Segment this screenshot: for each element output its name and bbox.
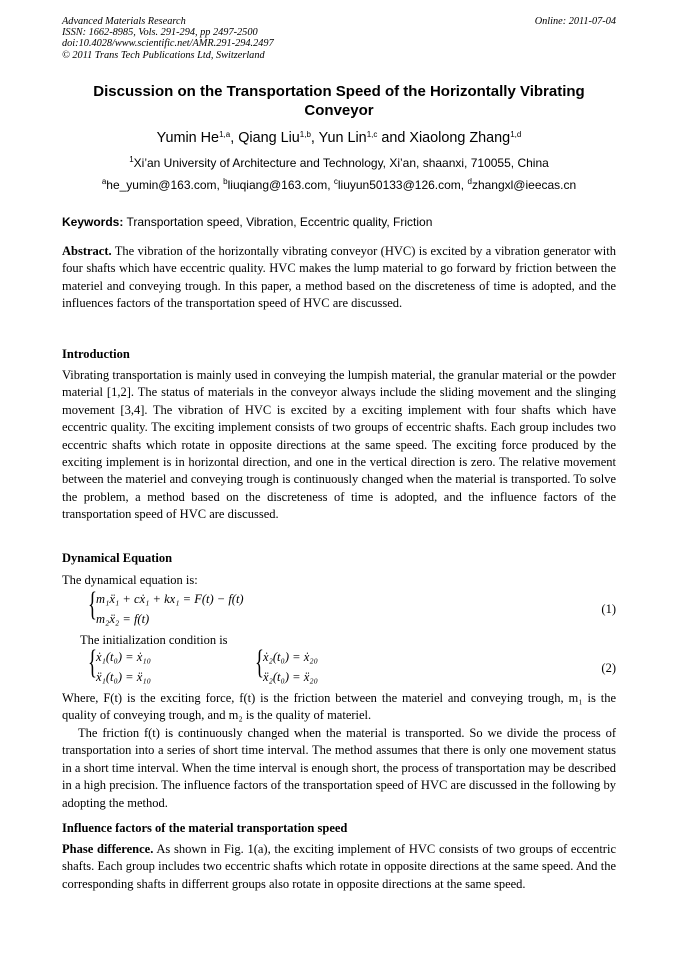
equation-1-line-1: m₁ẍ₁ + cẋ₁ + kx₁ = F(t) − f(t) <box>96 592 244 606</box>
keywords-label: Keywords: <box>62 215 124 229</box>
affiliation-text: Xi’an University of Architecture and Technology, Xi’an, shaanxi, 710055, China <box>133 156 549 170</box>
email-superscript: a <box>101 177 107 186</box>
journal-header <box>62 16 274 61</box>
author-superscript: 1,b <box>299 130 311 139</box>
equation-brace: { <box>255 644 264 681</box>
introduction-paragraph: Vibrating transportation is mainly used in conveying the lumpish material, the granular material or the powder material [1,2]. The status of materials in the conveyor always include the sliding movement and the slinging movement [3,4]. The vibration of HVC is excited by a exciting implement with four shafts which have eccentric quality. The exciting implement consists of two groups of eccentric shafts. Each group includes two eccentric shafts which rotate in opposite directions at the same speed. The exciting force produced by the exciting implement is in horizontal direction, and one in the vertical direction is zero. The relative movement between the materiel and conveying trough is continuously changed when the material is transported. To solve the problem, a method based on the discreteness of time is adopted, and the influence factors of the transportation speed of HVC are discussed. <box>62 368 616 522</box>
phase-difference-text: As shown in Fig. 1(a), the exciting implement of HVC consists of two groups of eccentric shafts. Each group includes two eccentric shafts which rotate in opposite directions at the same speed. And the corresponding shafts in differrent groups also rotate in opposite directions at the same speed. <box>62 842 616 891</box>
section-heading-influence-factors: Influence factors of the material transportation speed <box>62 821 348 835</box>
abstract-text: The vibration of the horizontally vibrating conveyor (HVC) is excited by a vibration generator with four shafts which have eccentric quality. HVC makes the lump material to go forward by friction between the materiel and conveying trough. In this paper, a method based on the discreteness of time is adopted, and the influences factors of the transportation speed of HVC are discussed. <box>62 244 616 311</box>
section-heading-introduction: Introduction <box>62 347 130 361</box>
paper-title: Discussion on the Transportation Speed of the Horizontally Vibrating Conveyor <box>93 83 585 119</box>
author-name: Xiaolong Zhang <box>409 130 511 146</box>
abstract-label: Abstract. <box>62 244 112 258</box>
author-list <box>62 129 616 147</box>
author-superscript: 1,d <box>510 130 522 139</box>
email-address: liuyun50133@126.com, <box>337 178 468 192</box>
issn-line: ISSN: 1662-8985, Vols. 291-294, pp 2497-2500 <box>62 27 258 39</box>
author-name: Qiang Liu <box>238 130 300 146</box>
email-superscript: b <box>223 177 228 186</box>
equation-2-left-line-1: ẋ₁(t₀) = ẋ₁₀ <box>96 650 151 664</box>
phase-difference-paragraph <box>62 841 616 893</box>
phase-difference-label: Phase difference. <box>62 842 154 856</box>
email-address: liuqiang@163.com, <box>227 178 334 192</box>
journal-name: Advanced Materials Research <box>62 16 186 27</box>
online-date: Online: 2011-07-04 <box>534 16 616 27</box>
author-name: Yumin He <box>156 130 220 146</box>
equation-2-right-line-2: ẍ₂(t₀) = ẍ₂₀ <box>263 670 318 684</box>
equation-2-number: (2) <box>601 661 616 675</box>
copyright-line: © 2011 Trans Tech Publications Ltd, Switzerland <box>62 49 265 61</box>
equation-brace: { <box>88 644 97 681</box>
section-heading-dynamical-equation: Dynamical Equation <box>62 551 173 565</box>
author-superscript: 1,c <box>366 130 378 139</box>
keywords-text: Transportation speed, Vibration, Eccentric quality, Friction <box>123 215 433 229</box>
email-address: zhangxl@ieecas.cn <box>471 178 577 192</box>
email-superscript: d <box>467 177 472 186</box>
doi-line: doi:10.4028/www.scientific.net/AMR.291-294.2497 <box>62 38 274 50</box>
equation-2-right-line-1: ẋ₂(t₀) = ẋ₂₀ <box>263 650 318 664</box>
author-separator: , <box>310 130 319 146</box>
keywords <box>62 215 616 230</box>
where-paragraph: Where, F(t) is the exciting force, f(t) is the friction between the materiel and conveying trough, m₁ is the quality of conveying trough, and m₂ is the quality of materiel. <box>62 691 616 723</box>
equation-brace: { <box>88 586 97 623</box>
friction-paragraph: The friction f(t) is continuously changed when the material is transported. So we divide the process of transportation into a series of short time interval. The method assumes that there is only one movement status in a short time interval. When the time interval is enough short, the process of transportation may be described in a high precision. The influence factors of the transportation speed of HVC are discussed in the following by adopting the method. <box>62 726 616 810</box>
affiliation <box>62 156 616 171</box>
initialization-intro: The initialization condition is <box>80 633 228 647</box>
equation-2-left-line-2: ẍ₁(t₀) = ẍ₁₀ <box>96 670 151 684</box>
equation-1-number: (1) <box>601 602 616 616</box>
affiliation-superscript: 1 <box>129 155 134 164</box>
email-address: he_yumin@163.com, <box>106 178 224 192</box>
author-separator: , <box>230 130 239 146</box>
author-name: Yun Lin <box>318 130 367 146</box>
email-superscript: c <box>333 177 338 186</box>
equation-intro: The dynamical equation is: <box>62 573 198 587</box>
abstract <box>62 243 616 313</box>
author-separator: and <box>377 130 410 146</box>
equation-1-line-2: m₂ẍ₂ = f(t) <box>96 612 150 626</box>
author-emails <box>62 178 616 193</box>
author-superscript: 1,a <box>219 130 231 139</box>
